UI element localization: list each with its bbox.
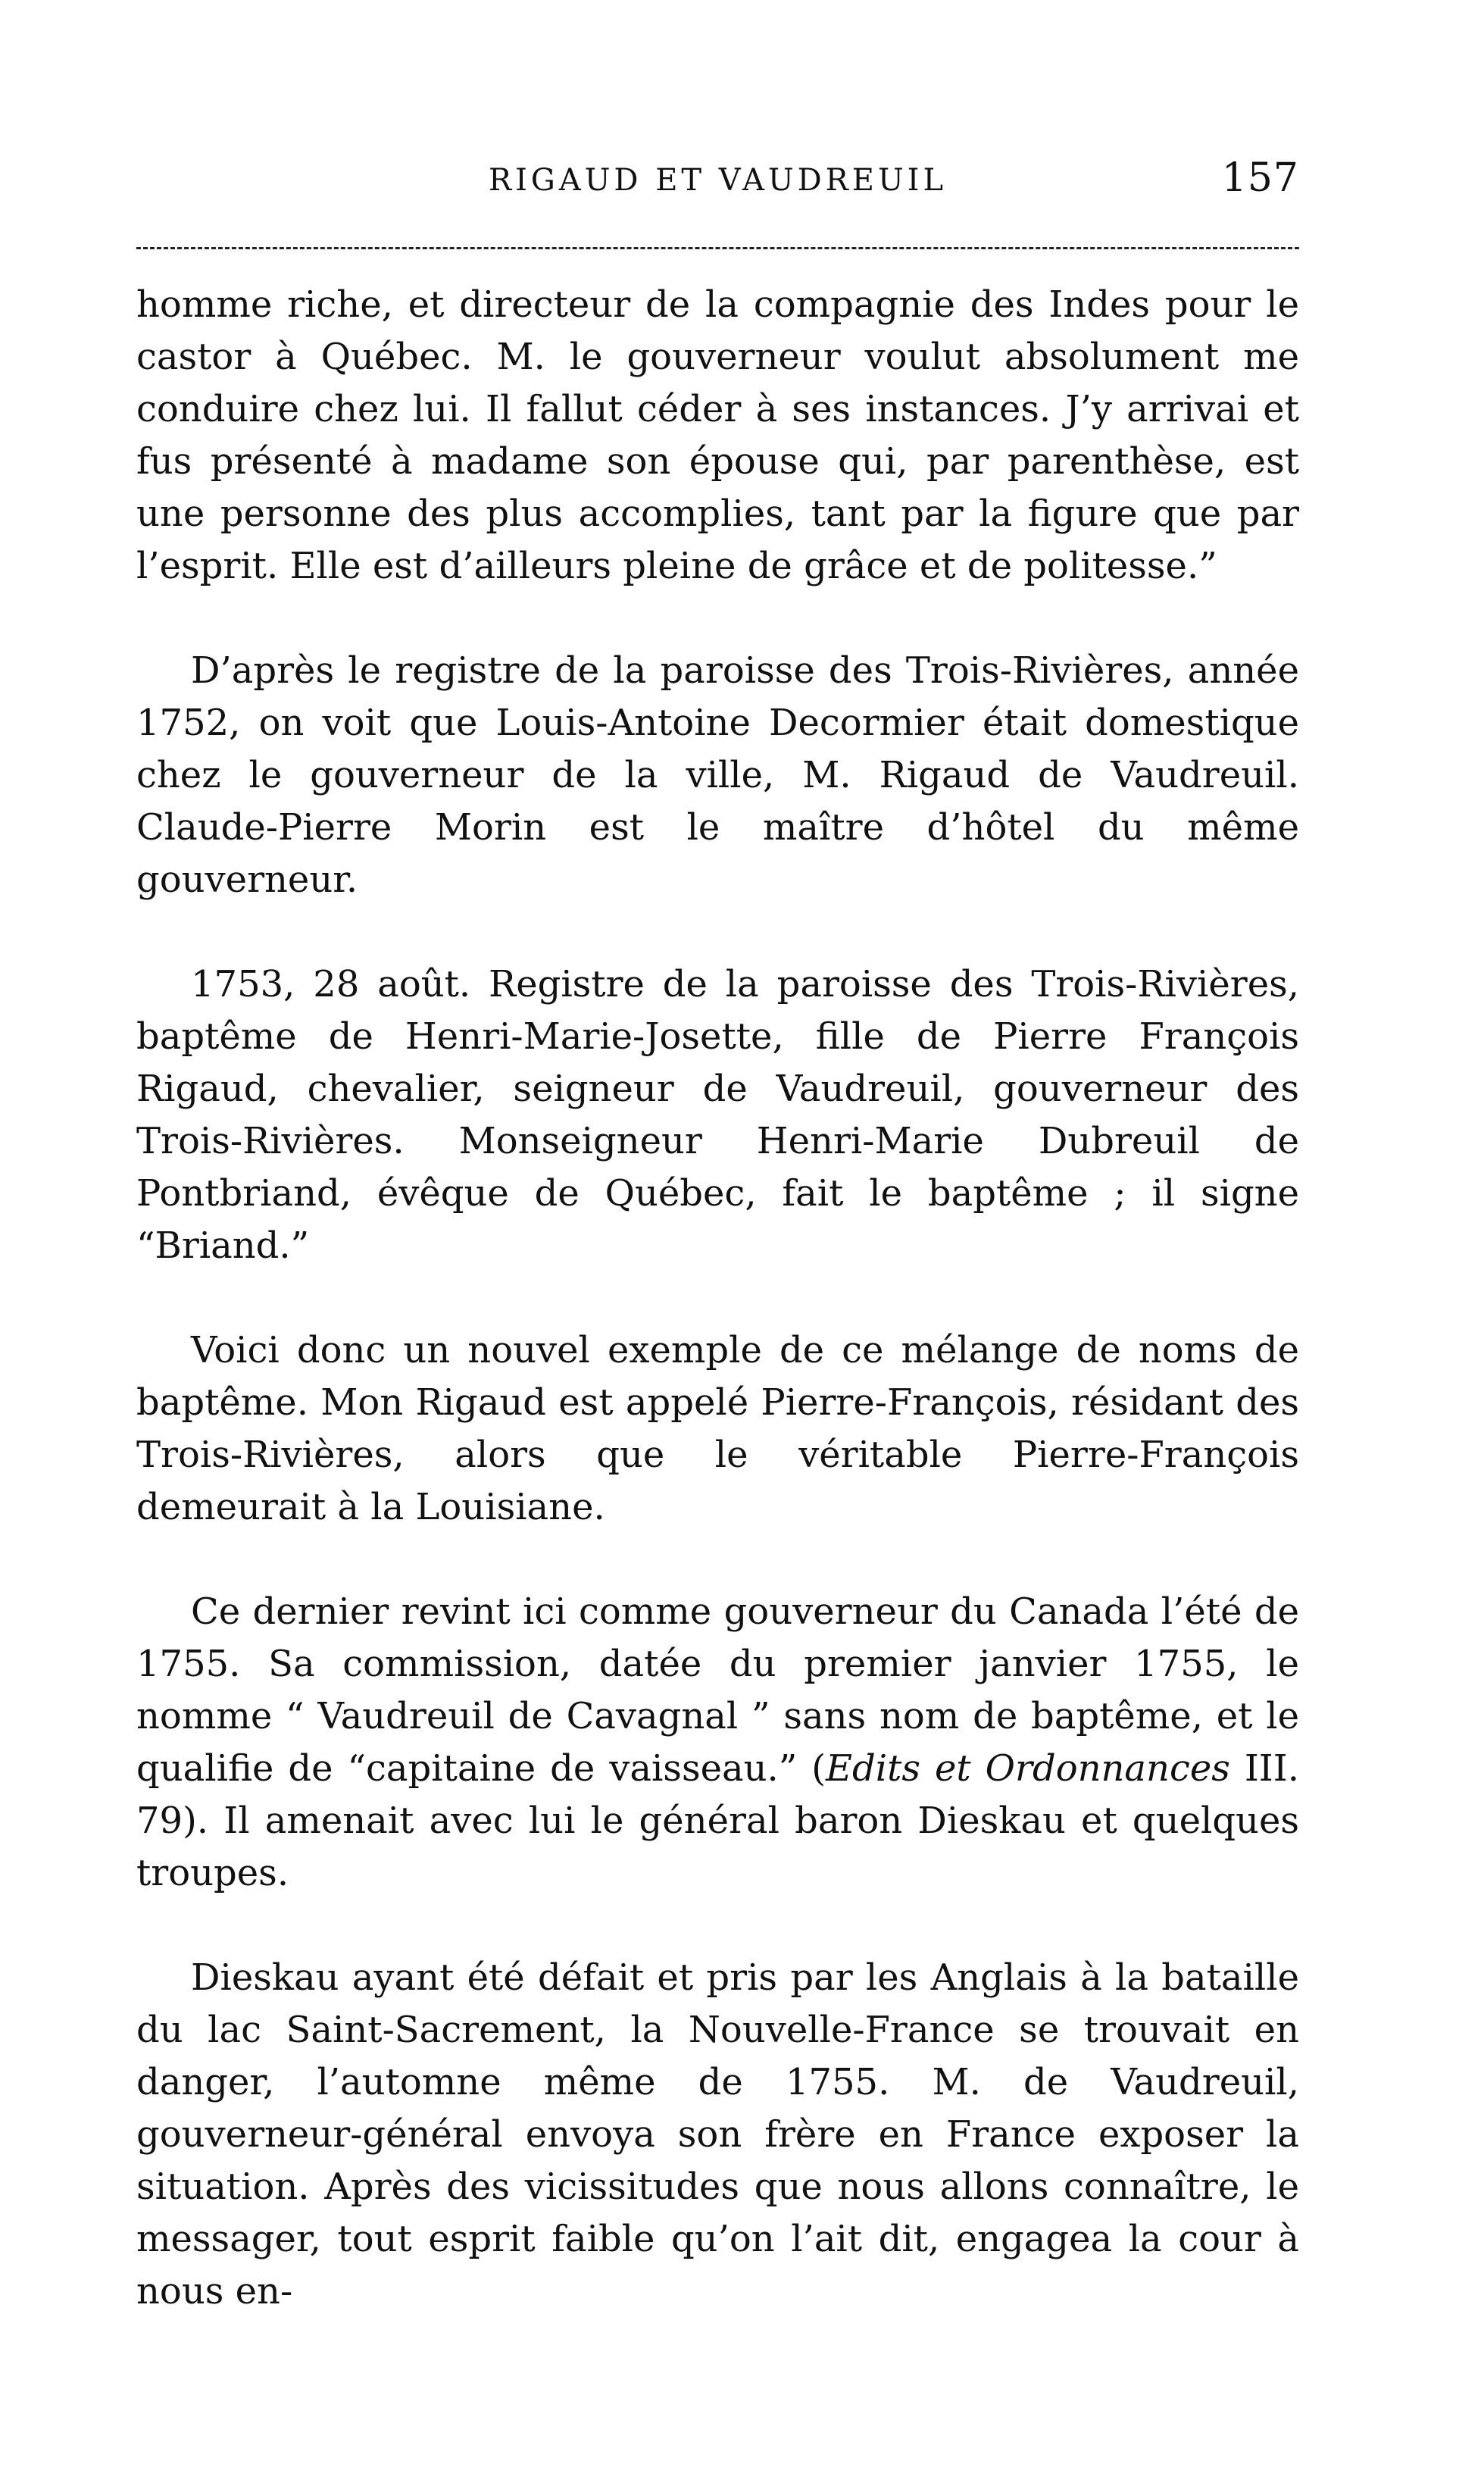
- paragraph-text: Ce dernier revint ici comme gouverneur du Canada l’été de 1755. Sa commission, datée du premier janvier 1755, le nomme “ Vaudreuil de Cavagnal ” sans nom de baptême, et le qualifie de “capitaine de vaisseau.” (: [136, 1590, 1299, 1790]
- running-title: RIGAUD ET VAUDREUIL: [488, 163, 948, 198]
- paragraph-text: III. 79). Il amenait avec lui le général baron Dieskau et quelques troupes.: [136, 1747, 1299, 1894]
- paragraph: [136, 1586, 1299, 1900]
- paragraph: Dieskau ayant été défait et pris par les Anglais à la bataille du lac Saint-Sacrement, la Nouvelle-France se trouvait en danger, l’automne même de 1755. M. de Vaudreuil, gouverneur-général envoya son frère en France exposer la situation. Après des vicissitudes que nous allons connaître, le messager, tout esprit faible qu’on l’ait dit, engagea la cour à nous en-: [136, 1956, 1299, 2313]
- citation-title: Edits et Ordonnances: [826, 1747, 1230, 1790]
- paragraph: homme riche, et directeur de la compagnie des Indes pour le castor à Québec. M. le gouverneur voulut absolument me conduire chez lui. Il fallut céder à ses instances. J’y arrivai et fus présenté à madame son épouse qui, par parenthèse, est une personne des plus accomplies, tant par la figure que par l’esprit. Elle est d’ailleurs pleine de grâce et de politesse.”: [136, 283, 1299, 587]
- header-rule: [136, 247, 1299, 249]
- paragraph: D’après le registre de la paroisse des Trois-Rivières, année 1752, on voit que Louis-Antoine Decormier était domestique chez le gouverneur de la ville, M. Rigaud de Vaudreuil. Claude-Pierre Morin est le maître d’hôtel du même gouverneur.: [136, 649, 1299, 901]
- paragraph: 1753, 28 août. Registre de la paroisse des Trois-Rivières, baptême de Henri-Marie-Josette, fille de Pierre François Rigaud, chevalier, seigneur de Vaudreuil, gouverneur des Trois-Rivières. Monseigneur Henri-Marie Dubreuil de Pontbriand, évêque de Québec, fait le baptême ; il signe “Briand.”: [136, 963, 1299, 1267]
- running-header: [136, 155, 1299, 208]
- body-text: [136, 279, 1299, 2318]
- paragraph: Voici donc un nouvel exemple de ce mélange de noms de baptême. Mon Rigaud est appelé Pierre-François, résidant des Trois-Rivières, alors que le véritable Pierre-François demeurait à la Louisiane.: [136, 1329, 1299, 1528]
- page-number: 157: [1221, 155, 1299, 201]
